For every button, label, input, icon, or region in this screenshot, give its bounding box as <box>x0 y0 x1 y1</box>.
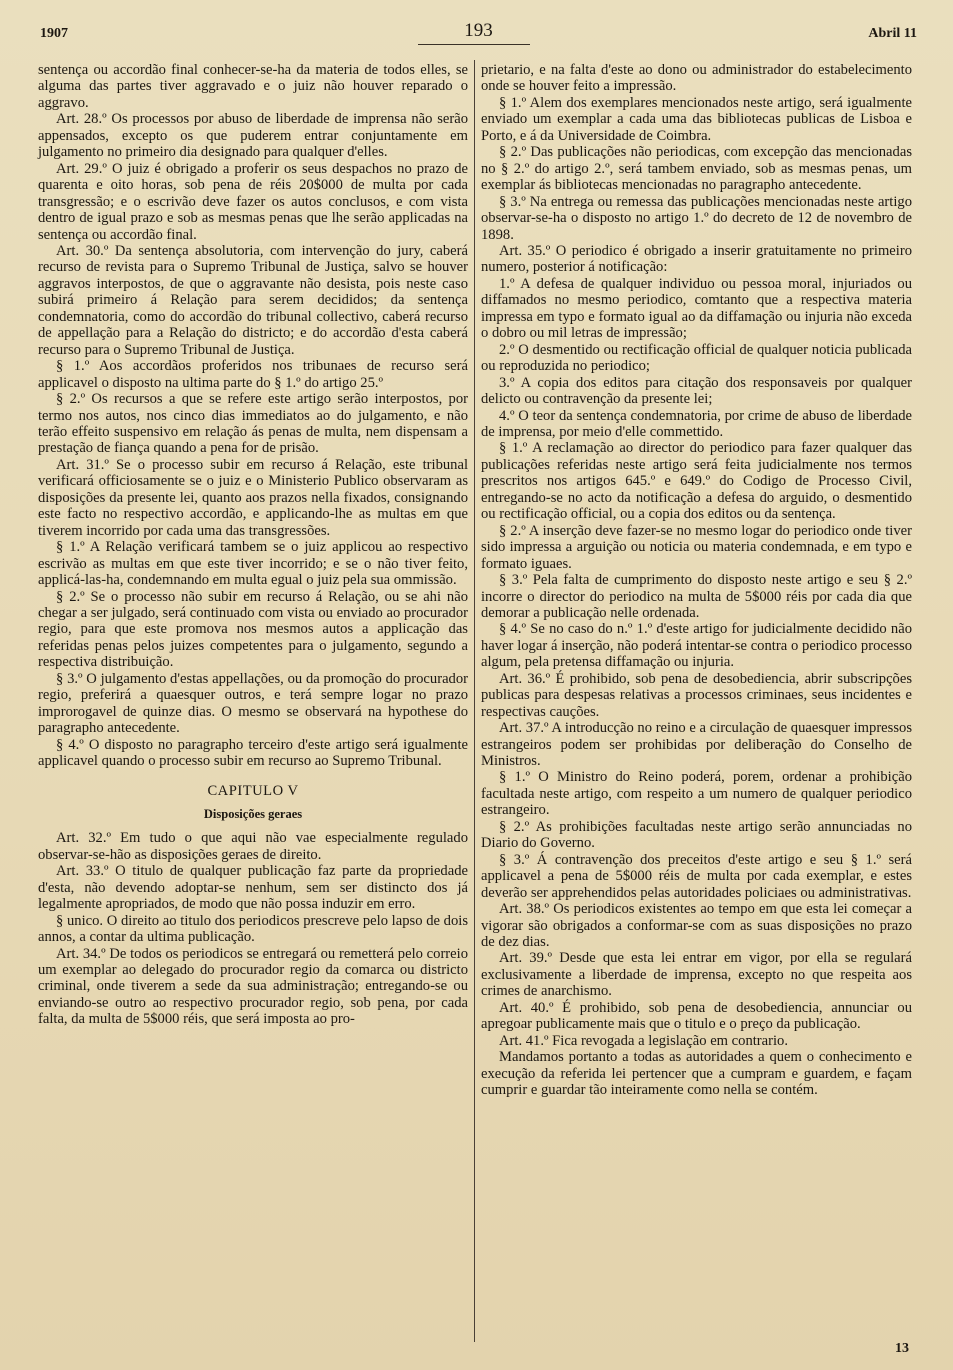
right-paragraphs <box>481 62 912 1099</box>
paragraph: § 2.º A inserção deve fazer-se no mesmo logar do periodico onde tiver sido impressa a arguição ou noticia ou materia condemnada, e em typo e formato iguaes. <box>481 522 912 572</box>
paragraph: § 1.º A reclamação ao director do periodico para fazer qualquer das publicações referidas neste artigo será feita judicialmente nos termos prescritos nos artigos 645.º e 649.º do Codigo de Processo Civil, entregando-se no acto da notificação a defesa do arguido, o desmentido ou rectificação official, ou a copia dos editos ou da sentença. <box>481 440 912 523</box>
page-header <box>40 20 917 50</box>
paragraph: § 4.º Se no caso do n.º 1.º d'este artigo for judicialmente decidido não haver logar á inserção, não poderá intentar-se contra o periodico processo algum, pela pretensa diffamação ou injuria. <box>481 621 912 671</box>
paragraph: 1.º A defesa de qualquer individuo ou pessoa moral, injuriados ou diffamados no mesmo periodico, comtanto que a respectiva materia impressa em typo e formato igual ao da diffamação ou injuria não exceda o dobro ou mil letras de impressão; <box>481 275 912 342</box>
paragraph: § 3.º Pela falta de cumprimento do disposto neste artigo e seu § 2.º incorre o director do periodico na multa de 5$000 réis por cada dia que demorar a publicação nelle ordenada. <box>481 572 912 621</box>
chapter-subtitle: Disposições geraes <box>203 806 303 821</box>
paragraph: § 1.º O Ministro do Reino poderá, porem, ordenar a prohibição facultada neste artigo, com respeito a um numero de qualquer periodico estrangeiro. <box>481 769 912 819</box>
paragraph: Art. 28.º Os processos por abuso de liberdade de imprensa não serão appensados, excepto os que puderem entrar conjuntamente em julgamento no primeiro dia designado para qualquer d'elles. <box>38 111 468 161</box>
paragraph: Art. 30.º Da sentença absolutoria, com intervenção do jury, caberá recurso de revista para o Supremo Tribunal de Justiça, salvo se houver aggravos interpostos, de que o aggravante não desista, pois neste caso subirá primeiro á Relação para serem decididos; da sentença condemnatoria, como do accordão do tribunal collectivo, caberá recurso de appellação para a Relação do districto; e do accordão d'esta caberá recurso para o Supremo Tribunal de Justiça. <box>38 242 468 358</box>
paragraph: § 4.º O disposto no paragrapho terceiro d'este artigo será igualmente applicavel quando o processo subir em recurso ao Supremo Tribunal. <box>38 736 468 770</box>
paragraph: § 1.º A Relação verificará tambem se o juiz applicou ao respectivo escrivão as multas em que este tiver incorrido; e se o não tiver feito, applicá-las-ha, condemnando em multa egual o juiz pela sua ommissão. <box>38 539 468 589</box>
sheet-number: 13 <box>895 1341 909 1356</box>
paragraph: § 1.º Aos accordãos proferidos nos tribunaes de recurso será applicavel o disposto na ultima parte do § 1.º do artigo 25.º <box>38 358 468 391</box>
paragraph: Art. 29.º O juiz é obrigado a proferir os seus despachos no prazo de quarenta e oito horas, sob pena de réis 20$000 de multa por cada transgressão; e o escrivão deve fazer os autos conclusos, e com vista dentro de igual prazo e sob as mesmas penas que lhe serão applicadas na sentença ou accordão final. <box>38 160 468 243</box>
page-number: 193 <box>464 20 493 41</box>
paragraph: § 2.º As prohibições facultadas neste artigo serão annunciadas no Diario do Governo. <box>481 818 912 852</box>
paragraph: § 1.º Alem dos exemplares mencionados neste artigo, será igualmente enviado um exemplar a cada uma das bibliotecas publicas de Lisboa e Porto, e á da Universidade de Coimbra. <box>481 94 912 144</box>
header-date: Abril 11 <box>868 26 917 41</box>
paragraph: § 3.º Na entrega ou remessa das publicações mencionadas neste artigo observar-se-ha o disposto no artigo 1.º do decreto de 12 de novembro de 1898. <box>481 193 912 243</box>
paragraph: Art. 35.º O periodico é obrigado a inserir gratuitamente no primeiro numero, posterior á notificação: <box>481 242 912 276</box>
paragraph: § 3.º O julgamento d'estas appellações, ou da promoção do procurador regio, preferirá a quaesquer outros, e terá sempre logar no prazo improrogavel de quinze dias. O mesmo se observará na hypothese do paragrapho antecedente. <box>38 670 468 737</box>
paragraph: § 3.º Á contravenção dos preceitos d'este artigo e seu § 1.º será applicavel a pena de 5$000 réis de multa por cada exemplar, e estes deverão ser apprehendidos pelas autoridades policiaes ou administrativas. <box>481 851 912 901</box>
left-column <box>38 62 468 1028</box>
left-paragraphs <box>38 62 468 769</box>
paragraph: § 2.º Das publicações não periodicas, com excepção das mencionadas no § 2.º do artigo 2.º, será tambem enviado, sob as mesmas penas, um exemplar ás bibliotecas mencionadas no paragrapho antecedente. <box>481 144 912 194</box>
right-column <box>481 62 912 1099</box>
paragraph: § 2.º Se o processo não subir em recurso á Relação, ou se ahi não chegar a ser julgado, será continuado com vista ou enviado ao procurador regio, para que este promova nos mesmos autos a applicação das referidas penas pelos juizes competentes para o julgamento, segundo a respectiva distribuição. <box>38 588 468 671</box>
paragraph: Art. 36.º É prohibido, sob pena de desobediencia, abrir subscripções publicas para despesas relativas a processos criminaes, seus incidentes e respectivas cauções. <box>481 670 912 720</box>
paragraph: Art. 37.º A introducção no reino e a circulação de quaesquer impressos estrangeiros podem ser prohibidas por deliberação do Conselho de Ministros. <box>481 720 912 770</box>
paragraph: Art. 39.º Desde que esta lei entrar em vigor, por ella se regulará exclusivamente a liberdade de imprensa, excepto no que respeita aos crimes de anarchismo. <box>481 950 912 1000</box>
paragraph: Art. 32.º Em tudo o que aqui não vae especialmente regulado observar-se-hão as disposições geraes de direito. <box>38 830 468 863</box>
chapter-title: CAPITULO V <box>207 783 299 800</box>
paragraph: sentença ou accordão final conhecer-se-ha da materia de todos elles, se alguma das partes tiver aggravado e o juiz não houver reparado o aggravo. <box>38 62 468 111</box>
column-divider <box>474 60 475 1342</box>
header-rule <box>418 44 530 45</box>
paragraph: 4.º O teor da sentença condemnatoria, por crime de abuso de liberdade de imprensa, por meio d'elle commettido. <box>481 407 912 440</box>
paragraph: Art. 33.º O titulo de qualquer publicação faz parte da propriedade d'esta, não devendo adoptar-se nenhum, sem ser distincto dos já legalmente apropriados, de modo que não possa induzir em erro. <box>38 863 468 913</box>
paragraph: prietario, e na falta d'este ao dono ou administrador do estabelecimento onde se houver feito a impressão. <box>481 62 912 95</box>
paragraph: Art. 41.º Fica revogada a legislação em contrario. <box>499 1032 788 1049</box>
paragraph: Art. 38.º Os periodicos existentes ao tempo em que esta lei começar a vigorar são obrigados a conformar-se com as suas disposições no prazo de dez dias. <box>481 901 912 951</box>
paragraph: 2.º O desmentido ou rectificação official de qualquer noticia publicada ou reproduzida no periodico; <box>481 341 912 375</box>
paragraph: Art. 34.º De todos os periodicos se entregará ou remetterá pelo correio um exemplar ao delegado do procurador regio da comarca ou districto criminal, onde tiverem a sede da sua administração; entregando-se ou enviando-se outro ao respectivo procurador regio, sob pena, por cada falta, da multa de 5$000 réis, que será imposta ao pro- <box>38 945 468 1028</box>
paragraph: Mandamos portanto a todas as autoridades a quem o conhecimento e execução da referida lei pertencer que a cumpram e guardem, e façam cumprir e guardar tão inteiramente como nella se contém. <box>481 1049 912 1099</box>
paragraph: § unico. O direito ao titulo dos periodicos prescreve pelo lapso de dois annos, a contar da ultima publicação. <box>38 912 468 946</box>
left-paragraphs-after <box>38 830 468 1027</box>
paragraph: Art. 31.º Se o processo subir em recurso á Relação, este tribunal verificará officiosamente se o juiz e o Ministerio Publico observaram as disposições da presente lei, quanto aos prazos nella fixados, consignando este facto no respectivo accordão, e applicando-lhe as multas em que tiverem incorrido por cada uma das transgressões. <box>38 456 468 539</box>
paragraph: Art. 40.º É prohibido, sob pena de desobediencia, annunciar ou apregoar publicamente mais que o titulo e o preço da publicação. <box>481 999 912 1033</box>
paragraph: § 2.º Os recursos a que se refere este artigo serão interpostos, por termo nos autos, nos cinco dias immediatos ao do julgamento, e não terão effeito suspensivo em relação ás penas de multa, nem dispensam a prestação de fiança quando a pena for de prisão. <box>38 391 468 457</box>
header-year: 1907 <box>40 26 68 41</box>
paragraph: 3.º A copia dos editos para citação dos responsaveis por qualquer delicto ou contravenção da presente lei; <box>481 374 912 408</box>
